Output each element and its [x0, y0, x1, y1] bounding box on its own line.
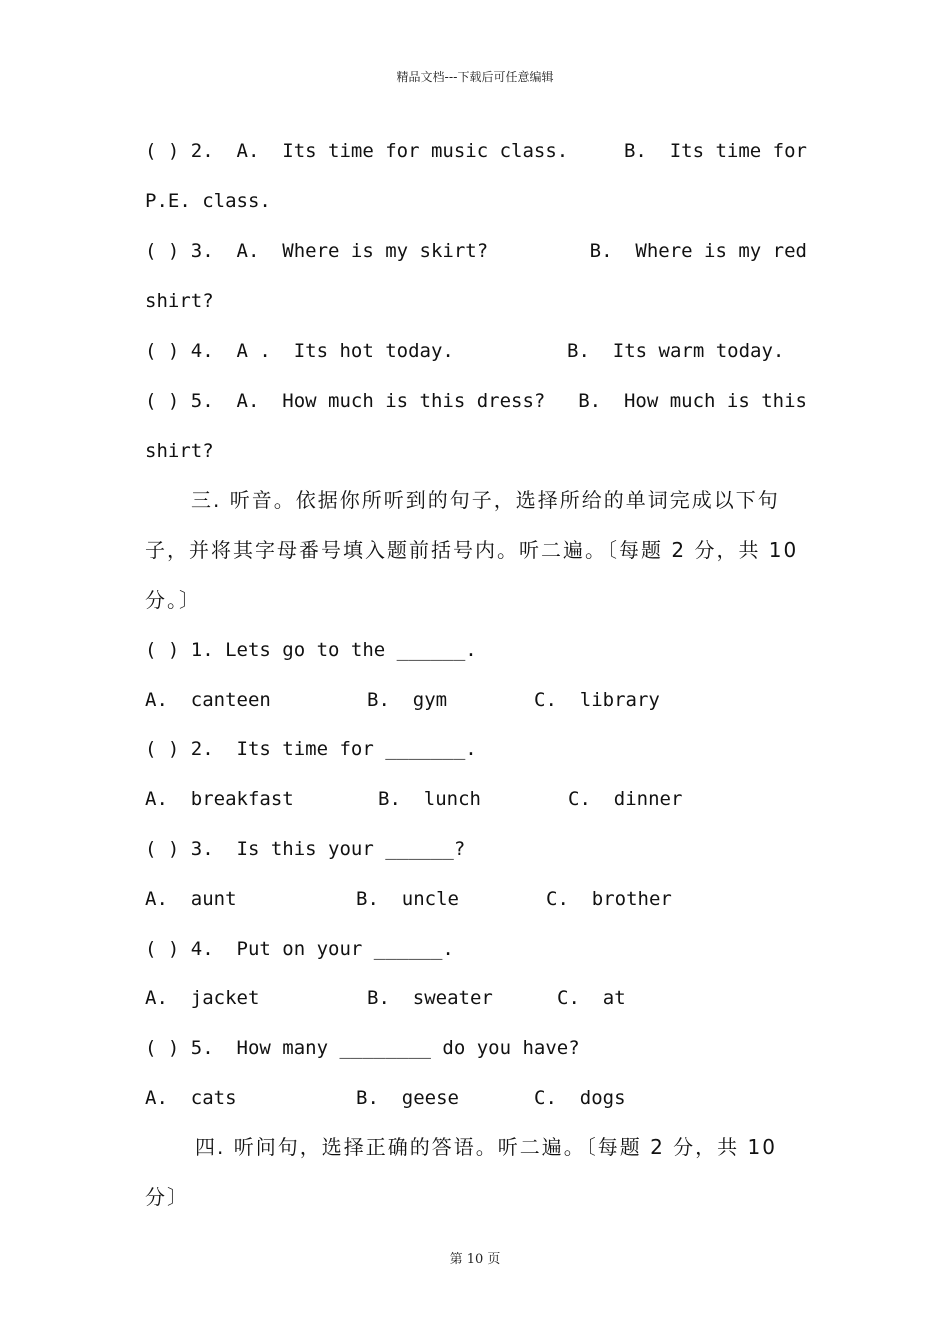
s3-q2-option-b: B. lunch	[378, 788, 481, 810]
s3-q3-option-c: C. brother	[546, 888, 672, 910]
section-3-heading-cont: 子，并将其字母番号填入题前括号内。听二遍。〔每题 2 分，共 10	[145, 538, 799, 562]
question-5-option-b: B. How much is this	[578, 390, 807, 412]
question-4-stem: ( ) 4. A . Its hot today.	[145, 340, 454, 362]
s3-options-1	[145, 687, 807, 713]
s3-q2-option-c: C. dinner	[568, 788, 683, 810]
s3-q1-option-c: C. library	[534, 689, 660, 711]
s3-q1-option-b: B. gym	[367, 689, 448, 711]
question-5-continuation: shirt?	[145, 440, 214, 462]
page-footer: 第 10 页	[449, 1252, 501, 1267]
s3-question-1: ( ) 1. Lets go to the ______.	[145, 639, 477, 661]
s3-options-2	[145, 786, 807, 812]
section-4-heading: 四. 听问句，选择正确的答语。听二遍。〔每题 2 分，共 10	[195, 1135, 777, 1159]
s3-q1-option-a: A. canteen	[145, 689, 271, 711]
s3-q5-option-a: A. cats	[145, 1087, 237, 1109]
question-2-line	[145, 138, 807, 164]
s3-q3-option-b: B. uncle	[356, 888, 459, 910]
question-5-stem: ( ) 5. A. How much is this dress?	[145, 390, 546, 412]
question-4-option-b: B. Its warm today.	[567, 340, 785, 362]
s3-question-3: ( ) 3. Is this your ______?	[145, 838, 466, 860]
page-header: 精品文档---下载后可任意编辑	[396, 70, 554, 84]
section-3-heading: 三. 听音。依据你所听到的句子，选择所给的单词完成以下句	[191, 488, 780, 512]
s3-q5-option-c: C. dogs	[534, 1087, 626, 1109]
question-3-stem: ( ) 3. A. Where is my skirt?	[145, 240, 489, 262]
question-5-line	[145, 388, 807, 414]
s3-q2-option-a: A. breakfast	[145, 788, 294, 810]
s3-q4-option-c: C. at	[557, 987, 626, 1009]
s3-q4-option-b: B. sweater	[367, 987, 493, 1009]
question-2-option-b: B. Its time for	[623, 140, 807, 162]
question-3-line	[145, 238, 807, 264]
question-4-line	[145, 338, 807, 364]
section-3-heading-end: 分。〕	[145, 588, 201, 612]
s3-q4-option-a: A. jacket	[145, 987, 260, 1009]
question-2-stem: ( ) 2. A. Its time for music class.	[145, 140, 569, 162]
s3-question-5: ( ) 5. How many ________ do you have?	[145, 1037, 580, 1059]
s3-options-4	[145, 985, 807, 1011]
s3-q5-option-b: B. geese	[356, 1087, 459, 1109]
s3-options-5	[145, 1085, 807, 1111]
s3-q3-option-a: A. aunt	[145, 888, 237, 910]
s3-question-2: ( ) 2. Its time for _______.	[145, 738, 477, 760]
question-2-continuation: P.E. class.	[145, 190, 271, 212]
section-4-heading-cont: 分〕	[145, 1185, 189, 1209]
s3-options-3	[145, 886, 807, 912]
question-3-continuation: shirt?	[145, 290, 214, 312]
question-3-option-b: B. Where is my red	[589, 240, 807, 262]
s3-question-4: ( ) 4. Put on your ______.	[145, 938, 454, 960]
